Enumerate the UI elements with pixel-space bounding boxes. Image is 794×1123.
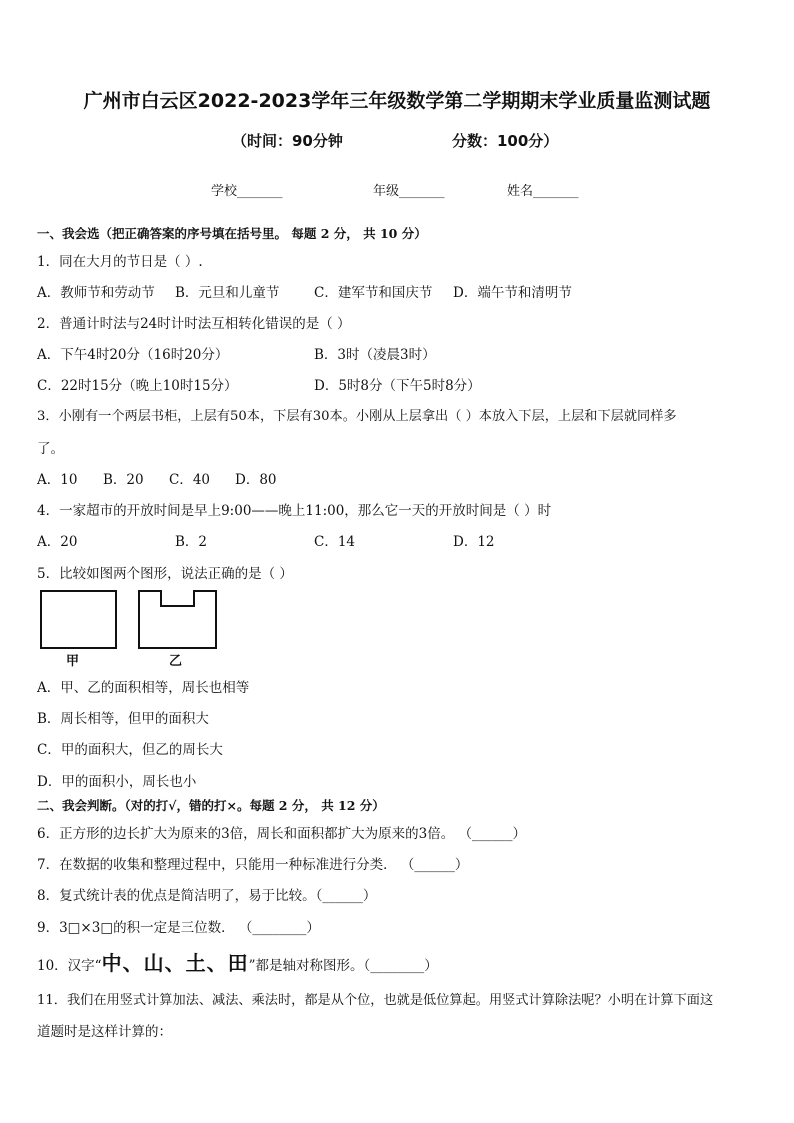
q4-option-d: D．12 bbox=[453, 534, 495, 550]
question-4: 4．一家超市的开放时间是早上9:00——晚上11:00，那么它一天的开放时间是（ ）时 bbox=[37, 503, 552, 519]
exam-time: （时间：90分钟 bbox=[232, 132, 343, 150]
q5-option-c: C．甲的面积大，但乙的周长大 bbox=[37, 742, 223, 758]
q5-option-a: A．甲、乙的面积相等，周长也相等 bbox=[37, 680, 250, 696]
exam-score: 分数：100分） bbox=[452, 132, 559, 150]
question-6: 6．正方形的边长扩大为原来的3倍，周长和面积都扩大为原来的3倍。 （______） bbox=[37, 826, 527, 842]
question-1: 1．同在大月的节日是（ ）. bbox=[37, 254, 203, 270]
section-1-heading: 一、我会选（把正确答案的序号填在括号里。 每题 2 分， 共 10 分） bbox=[37, 226, 427, 241]
shape-jia-label: 甲 bbox=[66, 654, 80, 669]
shape-jia-square bbox=[41, 591, 116, 648]
question-10 bbox=[37, 947, 438, 976]
q5-option-b: B．周长相等，但甲的面积大 bbox=[37, 711, 209, 727]
q2-option-c: C．22时15分（晚上10时15分） bbox=[37, 378, 238, 394]
school-field: 学校_______ bbox=[211, 184, 283, 199]
section-2-heading: 二、我会判断。（对的打√，错的打×。每题 2 分， 共 12 分） bbox=[37, 798, 385, 813]
q4-option-b: B．2 bbox=[175, 534, 208, 550]
question-2: 2．普通计时法与24时计时法互相转化错误的是（ ） bbox=[37, 316, 351, 332]
question-11-cont: 道题时是这样计算的： bbox=[37, 1024, 172, 1040]
q5-figure bbox=[36, 586, 226, 668]
question-7: 7．在数据的收集和整理过程中，只能用一种标准进行分类． （______） bbox=[37, 857, 469, 873]
question-8: 8．复式统计表的优点是简洁明了，易于比较。（______） bbox=[37, 888, 377, 904]
q5-option-d: D．甲的面积小，周长也小 bbox=[37, 774, 197, 790]
page-title: 广州市白云区2022-2023学年三年级数学第二学期期末学业质量监测试题 bbox=[83, 90, 711, 112]
question-9: 9．3□×3□的积一定是三位数． （________） bbox=[37, 920, 320, 936]
q1-option-b: B．元旦和儿童节 bbox=[175, 285, 280, 301]
shape-yi-label: 乙 bbox=[169, 654, 183, 669]
question-5: 5．比较如图两个图形，说法正确的是（ ） bbox=[37, 566, 293, 582]
q3-option-c: C．40 bbox=[169, 472, 211, 488]
q10-chars: 中、山、土、田 bbox=[101, 951, 249, 975]
question-3-cont: 了。 bbox=[37, 441, 64, 457]
name-field: 姓名_______ bbox=[507, 184, 579, 199]
q1-option-a: A．教师节和劳动节 bbox=[37, 285, 155, 301]
q3-option-d: D．80 bbox=[235, 472, 277, 488]
q2-option-d: D．5时8分（下午5时8分） bbox=[314, 378, 481, 394]
question-11: 11．我们在用竖式计算加法、减法、乘法时，都是从个位，也就是低位算起。用竖式计算除法呢？小明在计算下面这 bbox=[37, 993, 714, 1008]
q10-suffix: ”都是轴对称图形。（________） bbox=[248, 958, 438, 974]
q1-option-d: D．端午节和清明节 bbox=[453, 285, 572, 301]
q4-option-a: A．20 bbox=[37, 534, 78, 550]
q1-option-c: C．建军节和国庆节 bbox=[314, 285, 433, 301]
shape-yi-notched bbox=[139, 591, 216, 648]
q3-option-a: A．10 bbox=[37, 472, 78, 488]
grade-field: 年级_______ bbox=[373, 184, 445, 199]
question-3: 3．小刚有一个两层书柜，上层有50本，下层有30本。小刚从上层拿出（ ）本放入下层，上层和下层就同样多 bbox=[37, 409, 677, 424]
q4-option-c: C．14 bbox=[314, 534, 356, 550]
q3-option-b: B．20 bbox=[103, 472, 144, 488]
q2-option-a: A．下午4时20分（16时20分） bbox=[37, 347, 229, 363]
q10-prefix: 10．汉字“ bbox=[37, 958, 102, 974]
q2-option-b: B．3时（凌晨3时） bbox=[314, 347, 436, 363]
